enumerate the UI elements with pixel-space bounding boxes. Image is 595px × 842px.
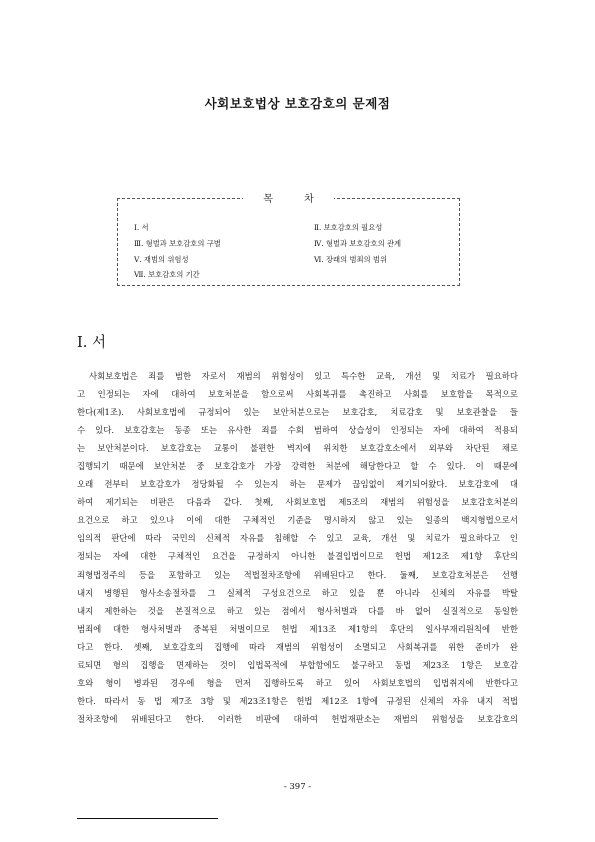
text-line: 요건으로 하고 있으나 이에 대한 구체적인 기준을 명시하지 않고 있는 일종의 백지형법으로서 bbox=[77, 515, 518, 526]
toc-item-1[interactable]: Ⅰ. 서 bbox=[134, 223, 149, 232]
text-line: 사회보호법은 죄를 범한 자로서 재범의 위험성이 있고 특수한 교육, 개선 및 치료가 필요하다 bbox=[89, 371, 518, 381]
section-heading: Ⅰ. 서 bbox=[77, 335, 106, 351]
text-line: 하여 제기되는 비판은 다음과 같다. 첫째, 사회보호법 제5조의 재범의 위험성을 보호감호처분의 bbox=[77, 497, 518, 508]
text-line: 죄형법정주의 등을 포함하고 있는 적법절차조항에 위배된다고 한다. 둘째, 보호감호처분은 선행 bbox=[77, 569, 518, 580]
document-title: 사회보호법상 보호감호의 문제점 bbox=[204, 96, 391, 111]
text-line: 절차조항에 위배된다고 한다. 이러한 비판에 대하여 헌법재판소는 재범의 위험성을 보호감호의 bbox=[77, 713, 518, 724]
text-line: 내지 제한하는 것을 본질적으로 하고 있는 점에서 형사처벌과 다를 바 없어 실질적으로 동일한 bbox=[77, 605, 518, 616]
text-line: 료되면 형의 집행을 면제하는 것이 입법목적에 부합함에도 불구하고 동법 제23조 1항은 보호감 bbox=[77, 659, 518, 670]
text-line: 는 보안처분이다. 보호감호는 교통이 불편한 벽지에 위치한 보호감호소에서 외부와 차단된 채로 bbox=[77, 443, 518, 454]
toc-item-3[interactable]: Ⅲ. 형벌과 보호감호의 구별 bbox=[134, 239, 221, 248]
text-line: 고 인정되는 자에 대하여 보호처분을 함으로써 사회복귀를 촉진하고 사회를 보호함을 목적으로 bbox=[77, 389, 518, 400]
toc-item-7[interactable]: Ⅶ. 보호감호의 기간 bbox=[134, 270, 200, 279]
body-paragraph bbox=[77, 367, 518, 728]
toc-heading: 목 차 bbox=[118, 190, 459, 205]
text-line: 내지 병행된 형사소송절차를 그 실체적 구성요건으로 하고 있을 뿐 아니라 신체의 자유를 박탈 bbox=[77, 587, 518, 598]
text-line: 호와 형이 병과된 경우에 형을 먼저 집행하도록 하고 있어 사회보호법의 입법취지에 반한다고 bbox=[77, 677, 518, 688]
table-of-contents bbox=[117, 194, 460, 286]
toc-item-6[interactable]: Ⅵ. 장래의 범죄의 범위 bbox=[314, 255, 388, 264]
text-line: 정되는 자에 대한 구체적인 요건을 규정하지 아니한 불결입법이므로 헌법 제12조 제1항 후단의 bbox=[77, 551, 518, 562]
toc-item-4[interactable]: Ⅳ. 형벌과 보호감호의 관계 bbox=[314, 239, 402, 248]
text-line: 오래 전부터 보호감호가 정당화될 수 있는지 하는 문제가 끊임없이 제기되어왔다. 보호감호에 대 bbox=[77, 479, 518, 490]
text-line: 한다. 따라서 동 법 제7조 3항 및 제23조1항은 헌법 제12조 1항에 규정된 신체의 자유 내지 적법 bbox=[77, 695, 518, 706]
text-line: 수 있다. 보호감호는 동종 또는 유사한 죄를 수회 범하여 상습성이 인정되는 자에 대하여 적용되 bbox=[77, 425, 518, 436]
page-number: - 397 - bbox=[283, 782, 312, 792]
toc-item-2[interactable]: Ⅱ. 보호감호의 필요성 bbox=[314, 223, 383, 232]
text-line: 한다(제1조). 사회보호법에 규정되어 있는 보안처분으로는 보호감호, 치료감호 및 보호관찰을 들 bbox=[77, 407, 518, 418]
text-line: 임의적 판단에 따라 국민의 신체적 자유를 침해할 수 있고 교육, 개선 및 치료가 필요하다고 인 bbox=[77, 533, 518, 544]
text-line: 집행되기 때문에 보안처분 중 보호감호가 가장 강력한 처분에 해당한다고 할 수 있다. 이 때문에 bbox=[77, 461, 518, 472]
text-line: 범죄에 대한 형사처벌과 중복된 처벌이므로 헌법 제13조 제1항의 후단의 일사부재리원칙에 반한 bbox=[77, 623, 518, 634]
toc-item-5[interactable]: Ⅴ. 재범의 위험성 bbox=[134, 255, 189, 264]
footnote-separator bbox=[77, 818, 218, 819]
text-line: 다고 한다. 셋째, 보호감호의 집행에 따라 재범의 위험성이 소멸되고 사회복귀를 위한 준비가 완 bbox=[77, 641, 518, 652]
